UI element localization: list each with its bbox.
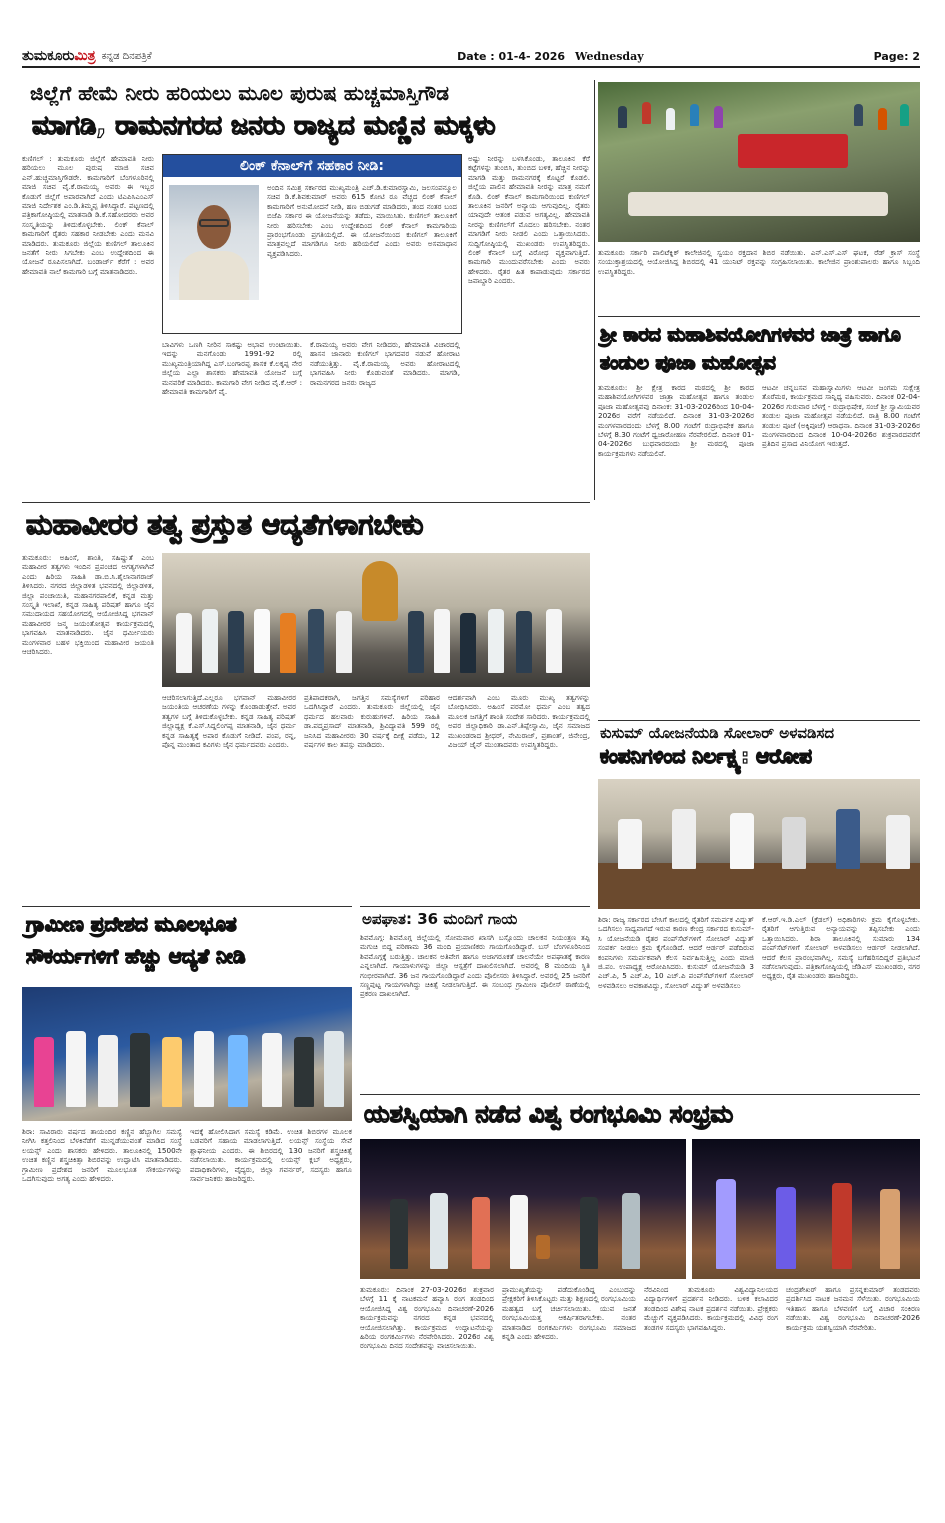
lead-portrait	[169, 185, 259, 300]
lead-col-1: ಕುಣಿಗಲ್ : ತುಮಕೂರು ಜಿಲ್ಲೆಗೆ ಹೇಮಾವತಿ ನೀರು ಹರಿಯಲು ಮೂಲ ಪುರುಷ ಮಾಜಿ ಸಚಿವ ಎನ್.ಹುಚ್ಚಮಾಸ್ತಿಗೌಡರೇ. ಕಾಮಗಾರಿಗೆ ಬೆಂಗಳೂರಿನಲ್ಲಿ ಮಾಜಿ ಸಚಿವ ವೈ.ಕೆ.ರಾಮಯ್ಯ ಅವರು ಈ ಇಬ್ಬರ ಕೊಡುಗೆ ಜಿಲ್ಲೆಗೆ ಅಪಾರವಾಗಿದೆ ಎಂದು ಟಿಎಪಿಸಿಎಂಎಸ್ ಮಾಜಿ ನಿರ್ದೇಶಕ ಎಂ.ಡಿ.ತಿಮ್ಮಪ್ಪ ತಿಳಿಸಿದ್ದಾರೆ. ಪಟ್ಟಣದಲ್ಲಿ ಪತ್ರಿಕಾಗೋಷ್ಠಿಯಲ್ಲಿ ಮಾತನಾಡಿ ಡಿ.ಕೆ.ಸಹೋದರರು ಅವರ ಸಂಸ್ಕೃತಿಯನ್ನು ತಿಳಿದುಕೊಳ್ಳಬೇಕು. ಲಿಂಕ್ ಕೆನಾಲ್ ಕಾಮಗಾರಿಗೆ ರೈತರು ಸಹಕಾರ ನೀಡಬೇಕು ಎಂದು ಮನವಿ ಮಾಡಿದರು. ತುಮಕೂರು ಜಿಲ್ಲೆಯ ಕುಣಿಗಲ್ ತಾಲೂಕಿನ ಜನತೆಗೆ ನೀರು ಸಿಗಬೇಕು ಎಂಬ ಉದ್ದೇಶದಿಂದ ಈ ಯೋಜನೆ ರೂಪಿಸಲಾಗಿದೆ. ಬಂಡಾರ್ಜ್ ಕೆರೆಗೆ : ಅವರ ಹೇಮಾವತಿ ನಾಲೆ ಕಾಮಗಾರಿ ಬಗ್ಗೆ ಮಾತನಾಡಿದರು.	[22, 154, 154, 276]
accident-headline: ಅಪಘಾತ: 36 ಮಂದಿಗೆ ಗಾಯ	[362, 910, 518, 928]
column-divider	[594, 80, 595, 500]
kusum-photo	[598, 779, 920, 909]
lead-story	[22, 82, 590, 494]
lead-box-text: ಅಂದಿನ ಸಮಿಶ್ರ ಸರ್ಕಾರದ ಮುಖ್ಯಮಂತ್ರಿ ಎಚ್.ಡಿ.ಕುಮಾರಸ್ವಾಮಿ, ಜಲಸಂಪನ್ಮೂಲ ಸಚಿವ ಡಿ.ಕೆ.ಶಿವಕುಮಾರ್ ಅವರು 615 ಕೋಟಿ ರೂ ವೆಚ್ಚದ ಲಿಂಕ್ ಕೆನಾಲ್ ಕಾಮಗಾರಿಗೆ ಅನುಮೋದನೆ ನೀಡಿ, ಹಣ ಬಿಡುಗಡೆ ಮಾಡಿದರು, ತಂದ ನಂತರ ಬಂದ ಬಿಜೆಪಿ ಸರ್ಕಾರ ಈ ಯೋಜನೆಯನ್ನು ತಡೆದು, ಮಾಯಿಸಿತು. ಕುಣಿಗಲ್ ತಾಲೂಕಿಗೆ ನೀರು ಹರಿಸಬೇಕು ಎಂಬ ಉದ್ದೇಶದಿಂದ ಲಿಂಕ್ ಕೆನಾಲ್ ಕಾಮಗಾರಿಯ ಪ್ರಾರಂಭಗೊಂಡು ಪ್ರಗತಿಯಲ್ಲಿದೆ. ಈ ಯೋಜನೆಯಿಂದ ಕುಣಿಗಲ್ ತಾಲೂಕಿಗೆ ಮಾತ್ರವಲ್ಲದೆ ಮಾಗಡಿಗೂ ನೀರು ಹರಿಯಲಿದೆ ಎಂದು ಅವರು ಅಸಮಾಧಾನ ವ್ಯಕ್ತಪಡಿಸಿದರು.	[267, 183, 457, 258]
theatre-photo-left	[360, 1139, 686, 1279]
rural-headline-line-2: ಸೌಕರ್ಯಗಳಿಗೆ ಹೆಚ್ಚು ಆದ್ಯತೆ ನೀಡಿ	[26, 944, 246, 968]
lead-headline: ಮಾಗಡಿ, ರಾಮನಗರದ ಜನರು ರಾಜ್ಯದ ಮಣ್ಣಿನ ಮಕ್ಕಳು	[32, 111, 496, 141]
lead-col-4: ಅಷ್ಟು ನೀರನ್ನು ಬಳಸಿಕೊಂಡು, ತಾಲೂಕಿನ ಕೆರೆ ಕಟ್ಟೆಗಳನ್ನು ತುಂಬಿಸಿ, ತುಂಬಿದ ಬಳಿಕ, ಹೆಚ್ಚಿನ ನೀರನ್ನು ಮಾಗಡಿ ಮತ್ತು ರಾಮನಗರಕ್ಕೆ ಕೊಟ್ಟರೆ ಕೊಡಲಿ. ಜಿಲ್ಲೆಯ ಪಾಲಿನ ಹೇಮಾವತಿ ನೀರನ್ನು ಮಾತ್ರ ನಮಗೆ ಕೊಡಿ. ಲಿಂಕ್ ಕೆನಾಲ್ ಕಾಮಗಾರಿಯಿಂದ ಕುಣಿಗಲ್ ತಾಲೂಕಿನ ಜನರಿಗೆ ಅನ್ಯಾಯ ಆಗುವುದಿಲ್ಲ. ರೈತರು ಯಾವುದೇ ಆತಂಕ ಪಡುವ ಅಗತ್ಯವಿಲ್ಲ. ಹೇಮಾವತಿ ನೀರನ್ನು ಕುಣಿಗಲ್‌ಗೆ ಮೊದಲು ಹರಿಸಬೇಕು. ನಂತರ ಮಾಗಡಿಗೆ ನೀರು ನೀಡಲಿ ಎಂದು ಒತ್ತಾಯಿಸಿದರು. ಸುದ್ದಿಗೋಷ್ಠಿಯಲ್ಲಿ ಮುಖಂಡರು ಉಪಸ್ಥಿತರಿದ್ದರು. ಲಿಂಕ್ ಕೆನಾಲ್ ಬಗ್ಗೆ ವಿರೋಧ ವ್ಯಕ್ತವಾಗುತ್ತಿದೆ. ಕಾಮಗಾರಿ ಮುಂದುವರೆಸಬೇಕು ಎಂದು ಅವರು ಹೇಳಿದರು. ರೈತರ ಹಿತ ಕಾಪಾಡುವುದು ಸರ್ಕಾರದ ಜವಾಬ್ದಾರಿ ಎಂದರು.	[468, 154, 590, 286]
rural-photo	[22, 987, 352, 1121]
blood-camp-photo	[598, 82, 920, 242]
theatre-col-4: ಚಂದ್ರಶೇಖರ್ ಹಾಗೂ ಪ್ರಸನ್ನಕುಮಾರ್ ತಂಡದವರು ಪ್ರದರ್ಶಿಸಿದ ನಾಟಕ ಜನಮನ ಸೆಳೆಯಿತು. ರಂಗಭೂಮಿಯ ಇತಿಹಾಸ ಹಾಗೂ ಬೆಳವಣಿಗೆ ಬಗ್ಗೆ ವಿಚಾರ ಸಂಕಿರಣ ನಡೆಯಿತು. ವಿಶ್ವ ರಂಗಭೂಮಿ ದಿನಾಚರಣೆ-2026 ಕಾರ್ಯಕ್ರಮ ಯಶಸ್ವಿಯಾಗಿ ನೆರವೇರಿತು.	[786, 1285, 920, 1332]
kusum-headline-line-1: ಕುಸುಮ್ ಯೋಜನೆಯಡಿ ಸೋಲಾರ್ ಅಳವಡಿಸದ	[600, 724, 835, 742]
lead-col-2: ಬಾವಿಗಳು ಒಣಗಿ ನೀರಿನ ಸಾಕಷ್ಟು ಅಭಾವ ಉಂಟಾಯಿತು. ಇದನ್ನು ಮನಗೊಂಡು 1991-92 ರಲ್ಲಿ ಮುಖ್ಯಮಂತ್ರಿಯಾಗಿದ್ದ ಎಸ್.ಬಂಗಾರಪ್ಪ ಶಾಸಕ ಕೆ.ಲಕ್ಕಪ್ಪ ನೇರ ಜಿಲ್ಲೆಯ ಎಲ್ಲಾ ಶಾಸಕರು ಹೇಮಾವತಿ ಯೋಜನೆ ಬಗ್ಗೆ ಮನವರಿಕೆ ಮಾಡಿದರು. ಕಾಮಗಾರಿ ವೇಗ ನೀಡಿದ ವೈ.ಕೆ.ಆರ್ : ಹೇಮಾವತಿ ಕಾಮಗಾರಿಗೆ ವೈ.	[162, 340, 302, 397]
kusum-col-1: ಶಿರಾ: ರಾಜ್ಯ ಸರ್ಕಾರದ ಬೇಸಿಗೆ ಕಾಲದಲ್ಲಿ ರೈತರಿಗೆ ಸಮರ್ಪಕ ವಿದ್ಯುತ್ ಒದಗಿಸಲು ಸಾಧ್ಯವಾಗದೆ ಇರುವ ಕಾರಣ ಕೇಂದ್ರ ಸರ್ಕಾರದ ಕುಸುಮ್-ಸಿ ಯೋಜನೆಯಡಿ ರೈತರ ಪಂಪ್‌ಸೆಟ್‌ಗಳಿಗೆ ಸೋಲಾರ್ ವಿದ್ಯುತ್ ಸಂಪರ್ಕ ನೀಡಲು ಕ್ರಮ ಕೈಗೊಂಡಿದೆ. ಆದರೆ ಆರ್ಡರ್ ಪಡೆದಿರುವ ಕಂಪನಿಗಳು ಸಮರ್ಪಕವಾಗಿ ಕೆಲಸ ನಿರ್ವಹಿಸುತ್ತಿಲ್ಲ ಎಂದು ಮಾಜಿ ಜಿ.ಪಂ. ಉಪಾಧ್ಯಕ್ಷ ಆರೋಪಿಸಿದರು. ಕುಸುಮ್ ಯೋಜನೆಯಡಿ 3 ಎಚ್.ಪಿ, 5 ಎಚ್.ಪಿ, 10 ಎಚ್.ಪಿ ಪಂಪ್‌ಸೆಟ್‌ಗಳಿಗೆ ಸೋಲಾರ್ ಅಳವಡಿಸಲು ಅವಕಾಶವಿದ್ದು, ಸೋಲಾರ್ ವಿದ್ಯುತ್ ಅಳವಡಿಸಲು	[598, 915, 754, 990]
masthead	[22, 46, 920, 68]
jatre-headline: ಶ್ರೀ ಕಾರದ ಮಹಾಶಿವಯೋಗಿಗಳವರ ಜಾತ್ರೆ ಹಾಗೂ ತಂಡುಲ ಪೂಜಾ ಮಹೋತ್ಸವ	[600, 324, 901, 374]
rural-headline-line-1: ಗ್ರಾಮೀಣ ಪ್ರದೇಶದ ಮೂಲಭೂತ	[26, 912, 237, 936]
kusum-story	[598, 720, 920, 1088]
mahaveera-photo	[162, 553, 590, 687]
lead-sidebar-box	[162, 154, 462, 334]
mahaveera-col-4: ಆದರ್ಶವಾಗಿ ಎಂಬ ಮೂರು ಮುಖ್ಯ ತತ್ವಗಳನ್ನು ಬೋಧಿಸಿದರು. ಅಹಿಂಸೆ ಪರಮೋ ಧರ್ಮ ಎಂಬ ತತ್ವದ ಮೂಲಕ ಜಗತ್ತಿಗೆ ಶಾಂತಿ ಸಂದೇಶ ಸಾರಿದರು. ಕಾರ್ಯಕ್ರಮದಲ್ಲಿ ಅಪರ ಜಿಲ್ಲಾಧಿಕಾರಿ ಡಾ.ಎನ್.ತಿಪ್ಪೇಸ್ವಾಮಿ, ಜೈನ ಸಮಾಜದ ಮುಖಂಡರಾದ ಶ್ರೀಧರ್, ನೇಮಿರಾಜ್, ಪ್ರಶಾಂತ್, ಜಿನೇಂದ್ರ, ವಿಜಯ್ ಜೈನ್ ಮುಂತಾದವರು ಉಪಸ್ಥಿತರಿದ್ದರು.	[448, 693, 590, 750]
theatre-col-3: ನೆರವಿನಿಂದ ತುಮಕೂರು ವಿಶ್ವವಿದ್ಯಾನಿಲಯದ ವಿದ್ಯಾರ್ಥಿಗಳಿಗೆ ಪ್ರದರ್ಶನ ನೀಡಿದರು. ಬಳಿಕ ಕಲಾವಿದರ ತಂಡದಿಂದ ವಿಶೇಷ ನಾಟಕ ಪ್ರದರ್ಶನ ನಡೆಯಿತು. ಪ್ರೇಕ್ಷಕರು ಮೆಚ್ಚುಗೆ ವ್ಯಕ್ತಪಡಿಸಿದರು. ಕಾರ್ಯಕ್ರಮದಲ್ಲಿ ವಿವಿಧ ರಂಗ ತಂಡಗಳ ಸದಸ್ಯರು ಭಾಗವಹಿಸಿದ್ದರು.	[644, 1285, 778, 1332]
lead-kicker: ಜಿಲ್ಲೆಗೆ ಹೇಮೆ ನೀರು ಹರಿಯಲು ಮೂಲ ಪುರುಷ ಹುಚ್ಚಮಾಸ್ತಿಗೌಡ	[30, 82, 450, 105]
jatre-story	[598, 316, 920, 716]
issue-day: Wednesday	[575, 49, 644, 63]
theatre-story	[360, 1094, 920, 1494]
kusum-col-2: ಕೆ.ಆರ್.ಇ.ಡಿ.ಎಲ್ (ಕ್ರೆಡಲ್) ಅಧಿಕಾರಿಗಳು ಕ್ರಮ ಕೈಗೊಳ್ಳಬೇಕು. ರೈತರಿಗೆ ಆಗುತ್ತಿರುವ ಅನ್ಯಾಯವನ್ನು ತಪ್ಪಿಸಬೇಕು ಎಂದು ಒತ್ತಾಯಿಸಿದರು. ಶಿರಾ ತಾಲೂಕಿನಲ್ಲಿ ಸುಮಾರು 134 ಪಂಪ್‌ಸೆಟ್‌ಗಳಿಗೆ ಸೋಲಾರ್ ಅಳವಡಿಸಲು ಆರ್ಡರ್ ನೀಡಲಾಗಿದೆ. ಆದರೆ ಕೆಲಸ ಪ್ರಾರಂಭವಾಗಿಲ್ಲ. ಸಮಸ್ಯೆ ಬಗೆಹರಿಸದಿದ್ದರೆ ಪ್ರತಿಭಟನೆ ನಡೆಸಲಾಗುವುದು. ಪತ್ರಿಕಾಗೋಷ್ಠಿಯಲ್ಲಿ ಜೆಡಿಎಸ್ ಮುಖಂಡರು, ನಗರ ಅಧ್ಯಕ್ಷರು, ರೈತ ಮುಖಂಡರು ಹಾಜರಿದ್ದರು.	[762, 915, 920, 981]
blood-camp-story	[598, 82, 920, 312]
jatre-col-2: ಆಟವೀ ಚನ್ನಬಸವ ಮಹಾಸ್ವಾಮಿಗಳು ಆಟವೀ ಜಂಗಮ ಸುಕ್ಷೇತ್ರ ತೊರೆಮಠ, ಕಾರ್ಯಕ್ರಮದ ಸಾನ್ನಿಧ್ಯ ವಹಿಸುವರು. ದಿನಾಂಕ 02-04-2026ರ ಗುರುವಾರ ಬೆಳಗ್ಗೆ - ರುದ್ರಾಭಿಷೇಕ, ಸಂಜೆ ಶ್ರೀ ಸ್ವಾಮಿಯವರ ತಂಡುಲ ಪೂಜಾ ಮಹೋತ್ಸವ ನಡೆಯಲಿದೆ. ರಾತ್ರಿ 8.00 ಗಂಟೆಗೆ ತಂಡುಲ ಪೂಜೆ (ಅಕ್ಕಿಪೂಜೆ) ಆರಾಧನಾ. ದಿನಾಂಕ 31-03-2026ರ ಮಂಗಳವಾರದಿಂದ ದಿನಾಂಕ 10-04-2026ರ ಶುಕ್ರವಾರದವರೆಗೆ ಪ್ರತಿದಿನ ಪ್ರಸಾದ ವಿನಿಯೋಗ ಇರುತ್ತದೆ.	[762, 383, 920, 449]
kusum-headline-line-2: ಕಂಪನಿಗಳಿಂದ ನಿರ್ಲಕ್ಷ್ಯ: ಆರೋಪ	[600, 744, 812, 768]
jatre-col-1: ತುಮಕೂರು: ಶ್ರೀ ಕ್ಷೇತ್ರ ಕಾರದ ಮಠದಲ್ಲಿ ಶ್ರೀ ಕಾರದ ಮಹಾಶಿವಯೋಗಿಗಳವರ ಜಾತ್ರಾ ಮಹೋತ್ಸವ ಹಾಗೂ ತಂಡುಲ ಪೂಜಾ ಮಹೋತ್ಸವವು ದಿನಾಂಕ: 31-03-2026ರಿಂದ 10-04-2026ರ ವರೆಗೆ ನಡೆಯಲಿದೆ. ದಿನಾಂಕ 31-03-2026ರ ಮಂಗಳವಾರದಂದು ಬೆಳಗ್ಗೆ 8.00 ಗಂಟೆಗೆ ರುದ್ರಾಭಿಷೇಕ ಹಾಗೂ ಬೆಳಗ್ಗೆ 8.30 ಗಂಟೆಗೆ ಧ್ವಜಾರೋಹಣ ನೆರವೇರಲಿದೆ. ದಿನಾಂಕ 01-04-2026ರ ಬುಧವಾರದಂದು ಶ್ರೀ ಮಠದಲ್ಲಿ ಪೂಜಾ ಕಾರ್ಯಕ್ರಮಗಳು ನಡೆಯಲಿವೆ.	[598, 383, 754, 458]
mahaveera-headline: ಮಹಾವೀರರ ತತ್ವ ಪ್ರಸ್ತುತ ಆದ್ಯತೆಗಳಾಗಬೇಕು	[26, 508, 424, 541]
issue-date: Date : 01-4- 2026	[457, 49, 566, 63]
rural-story	[22, 906, 352, 1492]
newspaper-tagline: ಕನ್ನಡ ದಿನಪತ್ರಿಕೆ	[101, 50, 152, 62]
accident-body: ಶಿವಮೊಗ್ಗ: ಶಿವಮೊಗ್ಗ ಜಿಲ್ಲೆಯಲ್ಲಿ ಸೋಮವಾರ ಖಾಸಗಿ ಬಸ್ಸೊಂದು ಚಾಲಕನ ನಿಯಂತ್ರಣ ತಪ್ಪಿ ಮಗುಚಿ ಬಿದ್ದ ಪರಿಣಾಮ 36 ಮಂದಿ ಪ್ರಯಾಣಿಕರು ಗಾಯಗೊಂಡಿದ್ದಾರೆ. ಬಸ್ ಬೆಂಗಳೂರಿನಿಂದ ಶಿವಮೊಗ್ಗಕ್ಕೆ ಬರುತ್ತಿತ್ತು. ಚಾಲಕನ ಅತಿವೇಗ ಹಾಗೂ ಅಜಾಗರೂಕತೆ ಚಾಲನೆಯೇ ಅಪಘಾತಕ್ಕೆ ಕಾರಣ ಎನ್ನಲಾಗಿದೆ. ಗಾಯಾಳುಗಳನ್ನು ಜಿಲ್ಲಾ ಆಸ್ಪತ್ರೆಗೆ ದಾಖಲಿಸಲಾಗಿದೆ. ಅವರಲ್ಲಿ 8 ಮಂದಿಯ ಸ್ಥಿತಿ ಗಂಭೀರವಾಗಿದೆ. 36 ಜನ ಗಾಯಗೊಂಡಿದ್ದಾರೆ ಎಂದು ಪೊಲೀಸರು ತಿಳಿಸಿದ್ದಾರೆ. ಅವರಲ್ಲಿ 25 ಜನರಿಗೆ ಸಣ್ಣಪುಟ್ಟ ಗಾಯಗಳಾಗಿದ್ದು ಚಿಕಿತ್ಸೆ ನೀಡಲಾಗುತ್ತಿದೆ. ಈ ಸಂಬಂಧ ಗ್ರಾಮೀಣ ಪೊಲೀಸ್ ಠಾಣೆಯಲ್ಲಿ ಪ್ರಕರಣ ದಾಖಲಾಗಿದೆ.	[360, 933, 590, 999]
blood-camp-caption: ತುಮಕೂರು ಸರ್ಕಾರಿ ಪಾಲಿಟೆಕ್ನಿಕ್ ಕಾಲೇಜಿನಲ್ಲಿ ಸ್ವಯಂ ರಕ್ತದಾನ ಶಿಬಿರ ನಡೆಯಿತು. ಎನ್.ಎಸ್.ಎಸ್ ಘಟಕ, ರೆಡ್ ಕ್ರಾಸ್ ಸಂಸ್ಥೆ ಸಂಯುಕ್ತಾಶ್ರಯದಲ್ಲಿ ಆಯೋಜಿಸಿದ್ದ ಶಿಬಿರದಲ್ಲಿ 41 ಯುನಿಟ್ ರಕ್ತವನ್ನು ಸಂಗ್ರಹಿಸಲಾಯಿತು. ಕಾಲೇಜಿನ ಪ್ರಾಂಶುಪಾಲರು ಹಾಗೂ ಸಿಬ್ಬಂದಿ ಉಪಸ್ಥಿತರಿದ್ದರು.	[598, 248, 920, 276]
theatre-col-2: ಪ್ರಾಮುಖ್ಯತೆಯನ್ನು ಪಡೆದುಕೊಂಡಿದ್ದ ಎಂಬುದನ್ನು ಪ್ರೇಕ್ಷಕರಿಗೆ ತಿಳಿಸಿಕೊಟ್ಟರು ಮತ್ತು ಶಿಕ್ಷಣದಲ್ಲಿ ರಂಗಭೂಮಿಯ ಮಹತ್ವದ ಬಗ್ಗೆ ಚರ್ಚಿಸಲಾಯಿತು. ಯುವ ಜನತೆ ರಂಗಭೂಮಿಯತ್ತ ಆಕರ್ಷಿತರಾಗಬೇಕು. ನಂತರ ಮಾತನಾಡಿದ ರಂಗಕರ್ಮಿಗಳು ರಂಗಭೂಮಿ ಸಮಾಜದ ಕನ್ನಡಿ ಎಂದು ಹೇಳಿದರು.	[502, 1285, 636, 1342]
mahaveera-story	[22, 502, 590, 900]
accident-story	[360, 906, 590, 1090]
rural-col-2: ಇದಕ್ಕೆ ಹೋಲಿಸಿದಾಗ ಸಮಸ್ಯೆ ಕಡಿಮೆ. ಉಚಿತ ಶಿಬಿರಗಳ ಮೂಲಕ ಬಡವರಿಗೆ ಸಹಾಯ ಮಾಡಲಾಗುತ್ತಿದೆ. ಲಯನ್ಸ್ ಸಂಸ್ಥೆಯ ಸೇವೆ ಶ್ಲಾಘನೀಯ ಎಂದರು. ಈ ಶಿಬಿರದಲ್ಲಿ 130 ಜನರಿಗೆ ಶಸ್ತ್ರಚಿಕಿತ್ಸೆ ನಡೆಸಲಾಯಿತು. ಕಾರ್ಯಕ್ರಮದಲ್ಲಿ ಲಯನ್ಸ್ ಕ್ಲಬ್ ಅಧ್ಯಕ್ಷರು, ಪದಾಧಿಕಾರಿಗಳು, ವೈದ್ಯರು, ಜಿಲ್ಲಾ ಗವರ್ನರ್, ಸದಸ್ಯರು ಹಾಗೂ ಸಾರ್ವಜನಿಕರು ಹಾಜರಿದ್ದರು.	[190, 1127, 352, 1184]
lead-box-heading: ಲಿಂಕ್ ಕೆನಾಲ್‌ಗೆ ಸಹಕಾರ ನೀಡಿ:	[163, 155, 461, 177]
mahaveera-col-2: ಆಚರಿಸಲಾಗುತ್ತಿದೆ.ಎಲ್ಲರೂ ಭಗವಾನ್ ಮಹಾವೀರರ ಜಯಂತಿಯ ಆಚರಣೆಯ ಗಳನ್ನು ಕೊಂಡಾಡುತ್ತೇವೆ. ಅವರ ತತ್ವಗಳ ಬಗ್ಗೆ ತಿಳಿದುಕೊಳ್ಳಬೇಕು. ಕನ್ನಡ ಸಾಹಿತ್ಯ ಪರಿಷತ್ ಜಿಲ್ಲಾಧ್ಯಕ್ಷ ಕೆ.ಎಸ್.ಸಿದ್ದಲಿಂಗಪ್ಪ ಮಾತನಾಡಿ, ಜೈನ ಧರ್ಮ ಕನ್ನಡ ಸಾಹಿತ್ಯಕ್ಕೆ ಅಪಾರ ಕೊಡುಗೆ ನೀಡಿದೆ. ಪಂಪ, ರನ್ನ, ಪೊನ್ನ ಮುಂತಾದ ಕವಿಗಳು ಜೈನ ಧರ್ಮದವರು ಎಂದರು.	[162, 693, 296, 750]
lead-col-3: ಕೆ.ರಾಮಯ್ಯ ಅವರು ವೇಗ ನೀಡಿದರು, ಹೇಮಾವತಿ ವಿಚಾರದಲ್ಲಿ ಹಾಸನ ಜಾನಾರು ಕುಣಿಗಲ್ ಭಾಗದವರ ನಡುವೆ ಹೋರಾಟ ನಡೆಯುತ್ತಿತ್ತು. ವೈ.ಕೆ.ರಾಮಯ್ಯ ಅವರು ಹೋರಾಟದಲ್ಲಿ ಭಾಗವಹಿಸಿ ನೀರು ಕೊಡುವಂತೆ ಮಾಡಿದರು. ಮಾಗಡಿ, ರಾಮನಗರದ ಜನರು ರಾಜ್ಯದ	[310, 340, 460, 387]
mahaveera-col-3: ಪ್ರತಿಪಾದಕರಾಗಿ, ಜಗತ್ತಿನ ಸಮಸ್ಯೆಗಳಿಗೆ ಪರಿಹಾರ ಒದಗಿಸಿದ್ದಾರೆ ಎಂದರು. ತುಮಕೂರು ಜಿಲ್ಲೆಯಲ್ಲಿ ಜೈನ ಧರ್ಮದ ಹಲವಾರು ಕುರುಹುಗಳಿವೆ. ಹಿರಿಯ ಸಾಹಿತಿ ಡಾ.ಪದ್ಮಪ್ರಸಾದ್ ಮಾತನಾಡಿ, ಶ್ರಿವಿದ್ಯಾವತಿ 599 ರಲ್ಲಿ ಜನಿಸಿದ ಮಹಾವೀರರು 30 ವರ್ಷಕ್ಕೆ ದೀಕ್ಷೆ ಪಡೆದು, 12 ವರ್ಷಗಳ ಕಾಲ ತಪಸ್ಸು ಮಾಡಿದರು.	[304, 693, 440, 750]
theatre-headline: ಯಶಸ್ವಿಯಾಗಿ ನಡೆದ ವಿಶ್ವ ರಂಗಭೂಮಿ ಸಂಭ್ರಮ	[364, 1100, 734, 1128]
theatre-col-1: ತುಮಕೂರು: ದಿನಾಂಕ 27-03-2026ರ ಶುಕ್ರವಾರ ಬೆಳಗ್ಗೆ 11 ಕ್ಕೆ ನಾಟಕಮನೆ ಹವ್ಯಾಸಿ ರಂಗ ತಂಡದಿಂದ ಆಯೋಜಿಸಿದ್ದ ವಿಶ್ವ ರಂಗಭೂಮಿ ದಿನಾಚರಣೆ-2026 ಕಾರ್ಯಕ್ರಮವನ್ನು ನಗರದ ಕನ್ನಡ ಭವನದಲ್ಲಿ ಆಯೋಜಿಸಲಾಗಿತ್ತು. ಕಾರ್ಯಕ್ರಮದ ಉದ್ಘಾಟನೆಯನ್ನು ಹಿರಿಯ ರಂಗಕರ್ಮಿಗಳು ನೆರವೇರಿಸಿದರು. 2026ರ ವಿಶ್ವ ರಂಗಭೂಮಿ ದಿನದ ಸಂದೇಶವನ್ನು ವಾಚಿಸಲಾಯಿತು.	[360, 1285, 494, 1351]
mahaveera-col-1: ತುಮಕೂರು: ಅಹಿಂಸೆ, ಶಾಂತಿ, ಸಹಿಷ್ಣುತೆ ಎಂಬ ಮಹಾವೀರ ತತ್ವಗಳು ಇಂದಿನ ಪ್ರಪಂಚದ ಅಗತ್ಯಗಳಾಗಿವೆ ಎಂದು ಹಿರಿಯ ಸಾಹಿತಿ ಡಾ.ಬಿ.ಸಿ.ಶೈಲಾನಾಗರಾಜ್ ತಿಳಿಸಿದರು. ನಗರದ ಜಿಲ್ಲಾಡಳಿತ ಭವನದಲ್ಲಿ ಜಿಲ್ಲಾಡಳಿತ, ಜಿಲ್ಲಾ ಪಂಚಾಯಿತಿ, ಮಹಾನಗರಪಾಲಿಕೆ, ಕನ್ನಡ ಮತ್ತು ಸಂಸ್ಕೃತಿ ಇಲಾಖೆ, ಕನ್ನಡ ಸಾಹಿತ್ಯ ಪರಿಷತ್ ಹಾಗೂ ಜೈನ ಸಮುದಾಯದ ಸಹಯೋಗದಲ್ಲಿ ಆಯೋಜಿಸಿದ್ದ ಭಗವಾನ್ ಮಹಾವೀರರ ಜನ್ಮ ಜಯಂತೋತ್ಸವ ಕಾರ್ಯಕ್ರಮದಲ್ಲಿ ಭಾಗವಹಿಸಿ ಮಾತನಾಡಿದರು. ಜೈನ ಧರ್ಮೀಯರು ಮಂಗಳವಾರ ಬಹಳ ಭಕ್ತಿಯಿಂದ ಮಹಾವೀರ ಜಯಂತಿ ಆಚರಿಸಿದರು.	[22, 553, 154, 657]
page-number: Page: 2	[873, 49, 920, 63]
rural-col-1: ಶಿರಾ: ಸಾವಿರಾರು ವರ್ಷದ ತಾಯಂದಿರ ಕಣ್ಣಿನ ಹೆಬ್ಬಾಗಿಲ ಸಮಸ್ಯೆ ನೀಗಿಸಿ ಕತ್ತಲಿನಿಂದ ಬೆಳಕಿನೆಡೆಗೆ ಮುನ್ನಡೆಯುವಂತೆ ಮಾಡಿದ ಸಂಸ್ಥೆ ಲಯನ್ಸ್ ಎಂದು ಶಾಸಕರು ಹೇಳಿದರು. ತಾಲೂಕಿನಲ್ಲಿ 1500ನೇ ಉಚಿತ ಕಣ್ಣಿನ ಶಸ್ತ್ರಚಿಕಿತ್ಸಾ ಶಿಬಿರವನ್ನು ಉದ್ಘಾಟಿಸಿ ಮಾತನಾಡಿದರು. ಗ್ರಾಮೀಣ ಪ್ರದೇಶದ ಜನರಿಗೆ ಮೂಲಭೂತ ಸೌಕರ್ಯಗಳನ್ನು ಒದಗಿಸುವುದು ಅಗತ್ಯ ಎಂದು ಹೇಳಿದರು.	[22, 1127, 182, 1184]
theatre-photo-right	[692, 1139, 920, 1279]
newspaper-brand: ತುಮಕೂರುಮಿತ್ರ	[22, 48, 96, 64]
